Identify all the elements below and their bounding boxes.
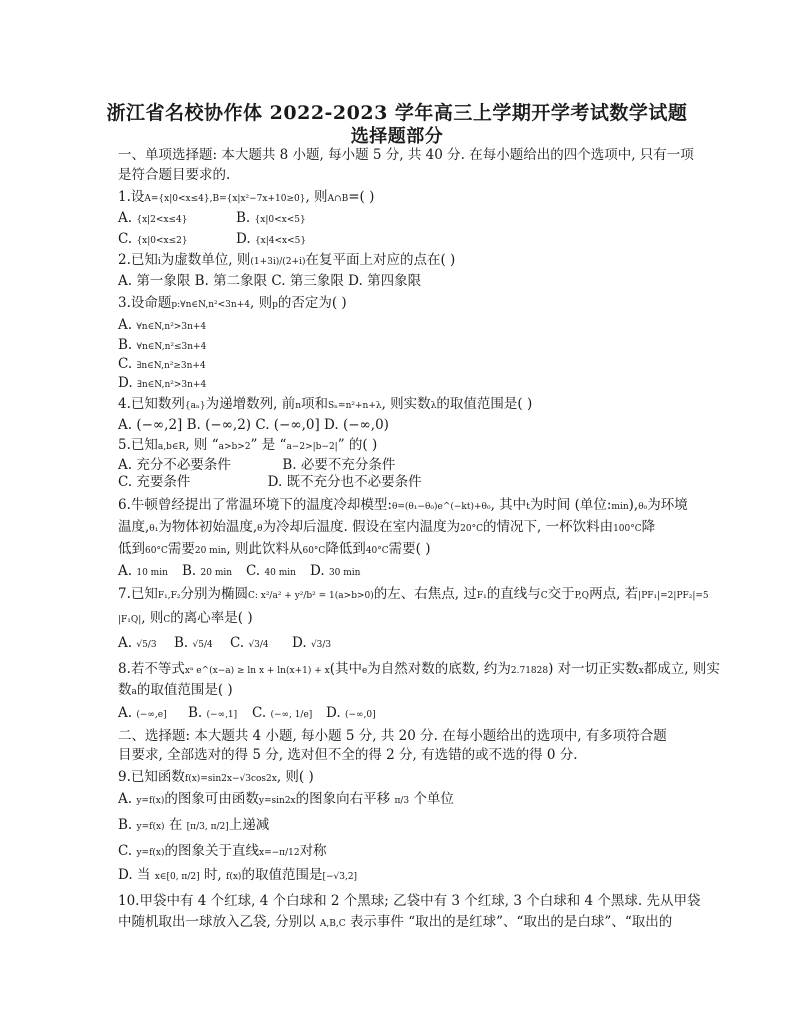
q7-option-c: C. √3/4 [230, 635, 269, 651]
question-5-options-row1: A. 充分不必要条件 B. 必要不充分条件 [118, 457, 396, 473]
question-7-options [118, 634, 678, 654]
q9-option-d: D. 当 x∈[0, π/2] 时, f(x)的取值范围是[−√3,2] [118, 867, 358, 883]
question-6-line1: 6.牛顿曾经提出了常温环境下的温度冷却模型:θ=(θ₁−θ₀)e^(−kt)+θ₀, 其中t为时间 (单位:min),θ₀为环境 [118, 497, 688, 513]
question-9-stem: 9.已知函数f(x)=sin2x−√3cos2x, 则( ) [118, 769, 314, 785]
q6-option-b: B. 20 min [182, 563, 233, 579]
question-7-line1: 7.已知F₁,F₂分别为椭圆C: x²/a² + y²/b² = 1(a>b>0)的左、右焦点, 过F₁的直线与C交于P,Q两点, 若|PF₁|=2|PF₂|=5 [118, 586, 709, 602]
q8-option-d: D. (−∞,0] [326, 705, 376, 721]
question-8-line2: 数a的取值范围是( ) [118, 682, 233, 698]
question-4-stem: 4.已知数列{aₙ}为递增数列, 前n项和Sₙ=n²+n+λ, 则实数λ的取值范围是( ) [118, 396, 533, 412]
q3-option-b: B. ∀n∈N,n²≤3n+4 [118, 337, 207, 353]
q6-option-d: D. 30 min [310, 563, 361, 579]
question-10-line1: 10.甲袋中有 4 个红球, 4 个白球和 2 个黑球; 乙袋中有 3 个红球, 3 个白球和 4 个黑球. 先从甲袋 [118, 893, 701, 909]
question-5-stem: 5.已知a,b∈R, 则 “a>b>2” 是 “a−2>|b−2|” 的( ) [118, 437, 378, 453]
question-3-stem: 3.设命题p:∀n∈N,n²<3n+4, 则p的否定为( ) [118, 295, 347, 311]
q1-sets: A={x|0<x≤4},B={x|x²−7x+10≥0} [144, 194, 306, 204]
q6-option-a: A. 10 min [118, 563, 168, 579]
q3-option-a: A. ∀n∈N,n²>3n+4 [118, 317, 207, 333]
question-5-options-row2: C. 充要条件 D. 既不充分也不必要条件 [118, 474, 422, 490]
question-6-line3: 低到60°C需要20 min, 则此饮料从60°C降低到40°C需要( ) [118, 541, 431, 557]
question-6-options [118, 562, 678, 582]
q1-option-b: B. {x|0<x<5} [236, 210, 306, 226]
section2-instructions-cont: 目要求, 全部选对的得 5 分, 选对但不全的得 2 分, 有选错的或不选的得 0 分. [118, 747, 578, 763]
question-2-options: A. 第一象限 B. 第二象限 C. 第三象限 D. 第四象限 [118, 273, 422, 289]
question-7-line2: |F₁Q|, 则C的离心率是( ) [118, 610, 253, 626]
question-1-options-row2 [118, 230, 678, 250]
section2-instructions: 二、选择题: 本大题共 4 小题, 每小题 5 分, 共 20 分. 在每小题给出的选项中, 有多项符合题 [118, 728, 667, 744]
q6-option-c: C. 40 min [246, 563, 296, 579]
question-8-line1: 8.若不等式xᵃ e^(x−a) ≥ ln x + ln(x+1) + x(其中e为自然对数的底数, 约为2.71828) 对一切正实数x都成立, 则实 [118, 661, 720, 677]
q8-option-b: B. (−∞,1] [188, 705, 238, 721]
q3-option-d: D. ∃n∈N,n²>3n+4 [118, 375, 207, 391]
q8-option-c: C. (−∞, 1/e] [252, 705, 313, 721]
q9-option-b: B. y=f(x) 在 [π/3, π/2]上递减 [118, 817, 270, 833]
question-2-stem: 2.已知i为虚数单位, 则(1+3i)/(2+i)在复平面上对应的点在( ) [118, 252, 456, 268]
question-1-stem: 1.设A={x|0<x≤4},B={x|x²−7x+10≥0}, 则A∩B=( ) [118, 189, 375, 205]
section1-instructions: 一、单项选择题: 本大题共 8 小题, 每小题 5 分, 共 40 分. 在每小题给出的四个选项中, 只有一项 [118, 147, 694, 163]
question-8-options [118, 704, 678, 724]
section-heading: 选择题部分 [350, 126, 444, 147]
q3-option-c: C. ∃n∈N,n²≥3n+4 [118, 356, 206, 372]
q7-option-a: A. √5/3 [118, 635, 157, 651]
section1-instructions-cont: 是符合题目要求的. [118, 167, 231, 183]
q9-option-a: A. y=f(x)的图象可由函数y=sin2x的图象向右平移 π/3 个单位 [118, 791, 454, 807]
question-4-options: A. (−∞,2] B. (−∞,2) C. (−∞,0] D. (−∞,0) [118, 417, 389, 433]
q9-option-c: C. y=f(x)的图象关于直线x=−π/12对称 [118, 843, 327, 859]
question-6-line2: 温度,θ₁为物体初始温度,θ为冷却后温度. 假设在室内温度为20°C的情况下, 一杯饮料由100°C降 [118, 519, 656, 535]
q7-option-b: B. √5/4 [174, 635, 213, 651]
q7-option-d: D. √3/3 [292, 635, 332, 651]
question-10-line2: 中随机取出一球放入乙袋, 分别以 A,B,C 表示事件 “取出的是红球”、“取出的是白球”、“取出的 [118, 914, 673, 930]
question-1-options-row1 [118, 209, 678, 229]
q1-option-d: D. {x|4<x<5} [236, 231, 307, 247]
q1-option-c: C. {x|0<x≤2} [118, 231, 188, 247]
document-title: 浙江省名校协作体 2022-2023 学年高三上学期开学考试数学试题 [106, 102, 688, 124]
q1-option-a: A. {x|2<x≤4} [118, 210, 188, 226]
q8-option-a: A. (−∞,e] [118, 705, 167, 721]
